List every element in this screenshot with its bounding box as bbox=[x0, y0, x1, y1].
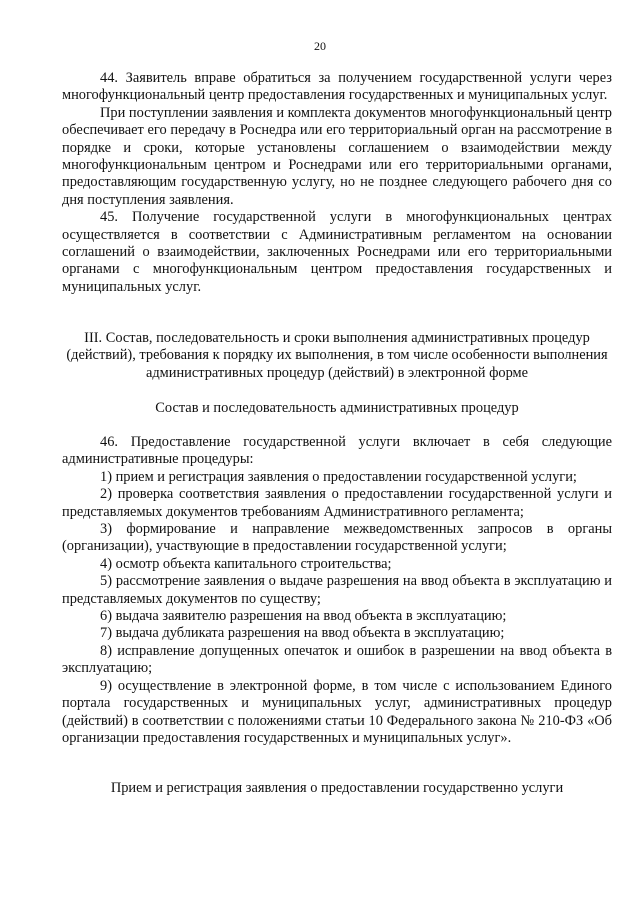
paragraph-45: 45. Получение государственной услуги в многофункциональных центрах осуществляется в соответствии с Административным регламентом на основании соглашений о взаимодействии, заключенных Роснедрами или его территориальными органами с многофункциональным центром предоставления государственных и муниципальных услуг. bbox=[62, 209, 612, 295]
page-number: 20 bbox=[314, 39, 326, 53]
paragraph-46: 46. Предоставление государственной услуги включает в себя следующие административные процедуры: bbox=[62, 434, 612, 468]
list-item: 7) выдача дубликата разрешения на ввод объекта в эксплуатацию; bbox=[100, 625, 505, 642]
list-item: 5) рассмотрение заявления о выдаче разрешения на ввод объекта в эксплуатацию и представляемых документов по существу; bbox=[62, 573, 612, 607]
subheading: Состав и последовательность административных процедур bbox=[155, 400, 519, 416]
list-item: 8) исправление допущенных опечаток и ошибок в разрешении на ввод объекта в эксплуатацию; bbox=[62, 642, 612, 677]
list-item: 9) осуществление в электронной форме, в том числе с использованием Единого портала государственных и муниципальных услуг, административных процедур (действий) в соответствии с положениями статьи 10 Федерального закона № 210-ФЗ «Об организации предоставления государственных и муниципальных услуг». bbox=[62, 677, 612, 746]
list-item: 2) проверка соответствия заявления о предоставлении государственной услуги и представляемых документов требованиям Административного регламента; bbox=[62, 486, 612, 520]
paragraph-44: 44. Заявитель вправе обратиться за получением государственной услуги через многофункциональный центр предоставления государственных и муниципальных услуг. bbox=[62, 70, 612, 104]
text-block-procedures bbox=[62, 434, 612, 747]
section-heading: III. Состав, последовательность и сроки выполнения административных процедур (действий), требования к порядку их выполнения, в том числе особенности выполнения административных процедур (действий) в электронной форме bbox=[66, 330, 608, 381]
list-item: 1) прием и регистрация заявления о предоставлении государственной услуги; bbox=[100, 468, 577, 485]
list-item: 3) формирование и направление межведомственных запросов в органы (организации), участвующие в предоставлении государственной услуги; bbox=[62, 521, 612, 555]
paragraph-mfc-transfer: При поступлении заявления и комплекта документов многофункциональный центр обеспечивает его передачу в Роснедра или его территориальный орган на рассмотрение в порядке и сроки, которые установлены соглашением о взаимодействии между многофункциональным центром и Роснедрами или его территориальными органами, предоставляющим государственную услугу, но не позднее следующего рабочего дня со дня поступления заявления. bbox=[62, 104, 612, 208]
text-block-top bbox=[62, 70, 612, 296]
list-item: 4) осмотр объекта капитального строительства; bbox=[100, 555, 392, 572]
list-item: 6) выдача заявителю разрешения на ввод объекта в эксплуатацию; bbox=[100, 608, 507, 625]
subheading-reception: Прием и регистрация заявления о предоставлении государственно услуги bbox=[110, 780, 564, 796]
